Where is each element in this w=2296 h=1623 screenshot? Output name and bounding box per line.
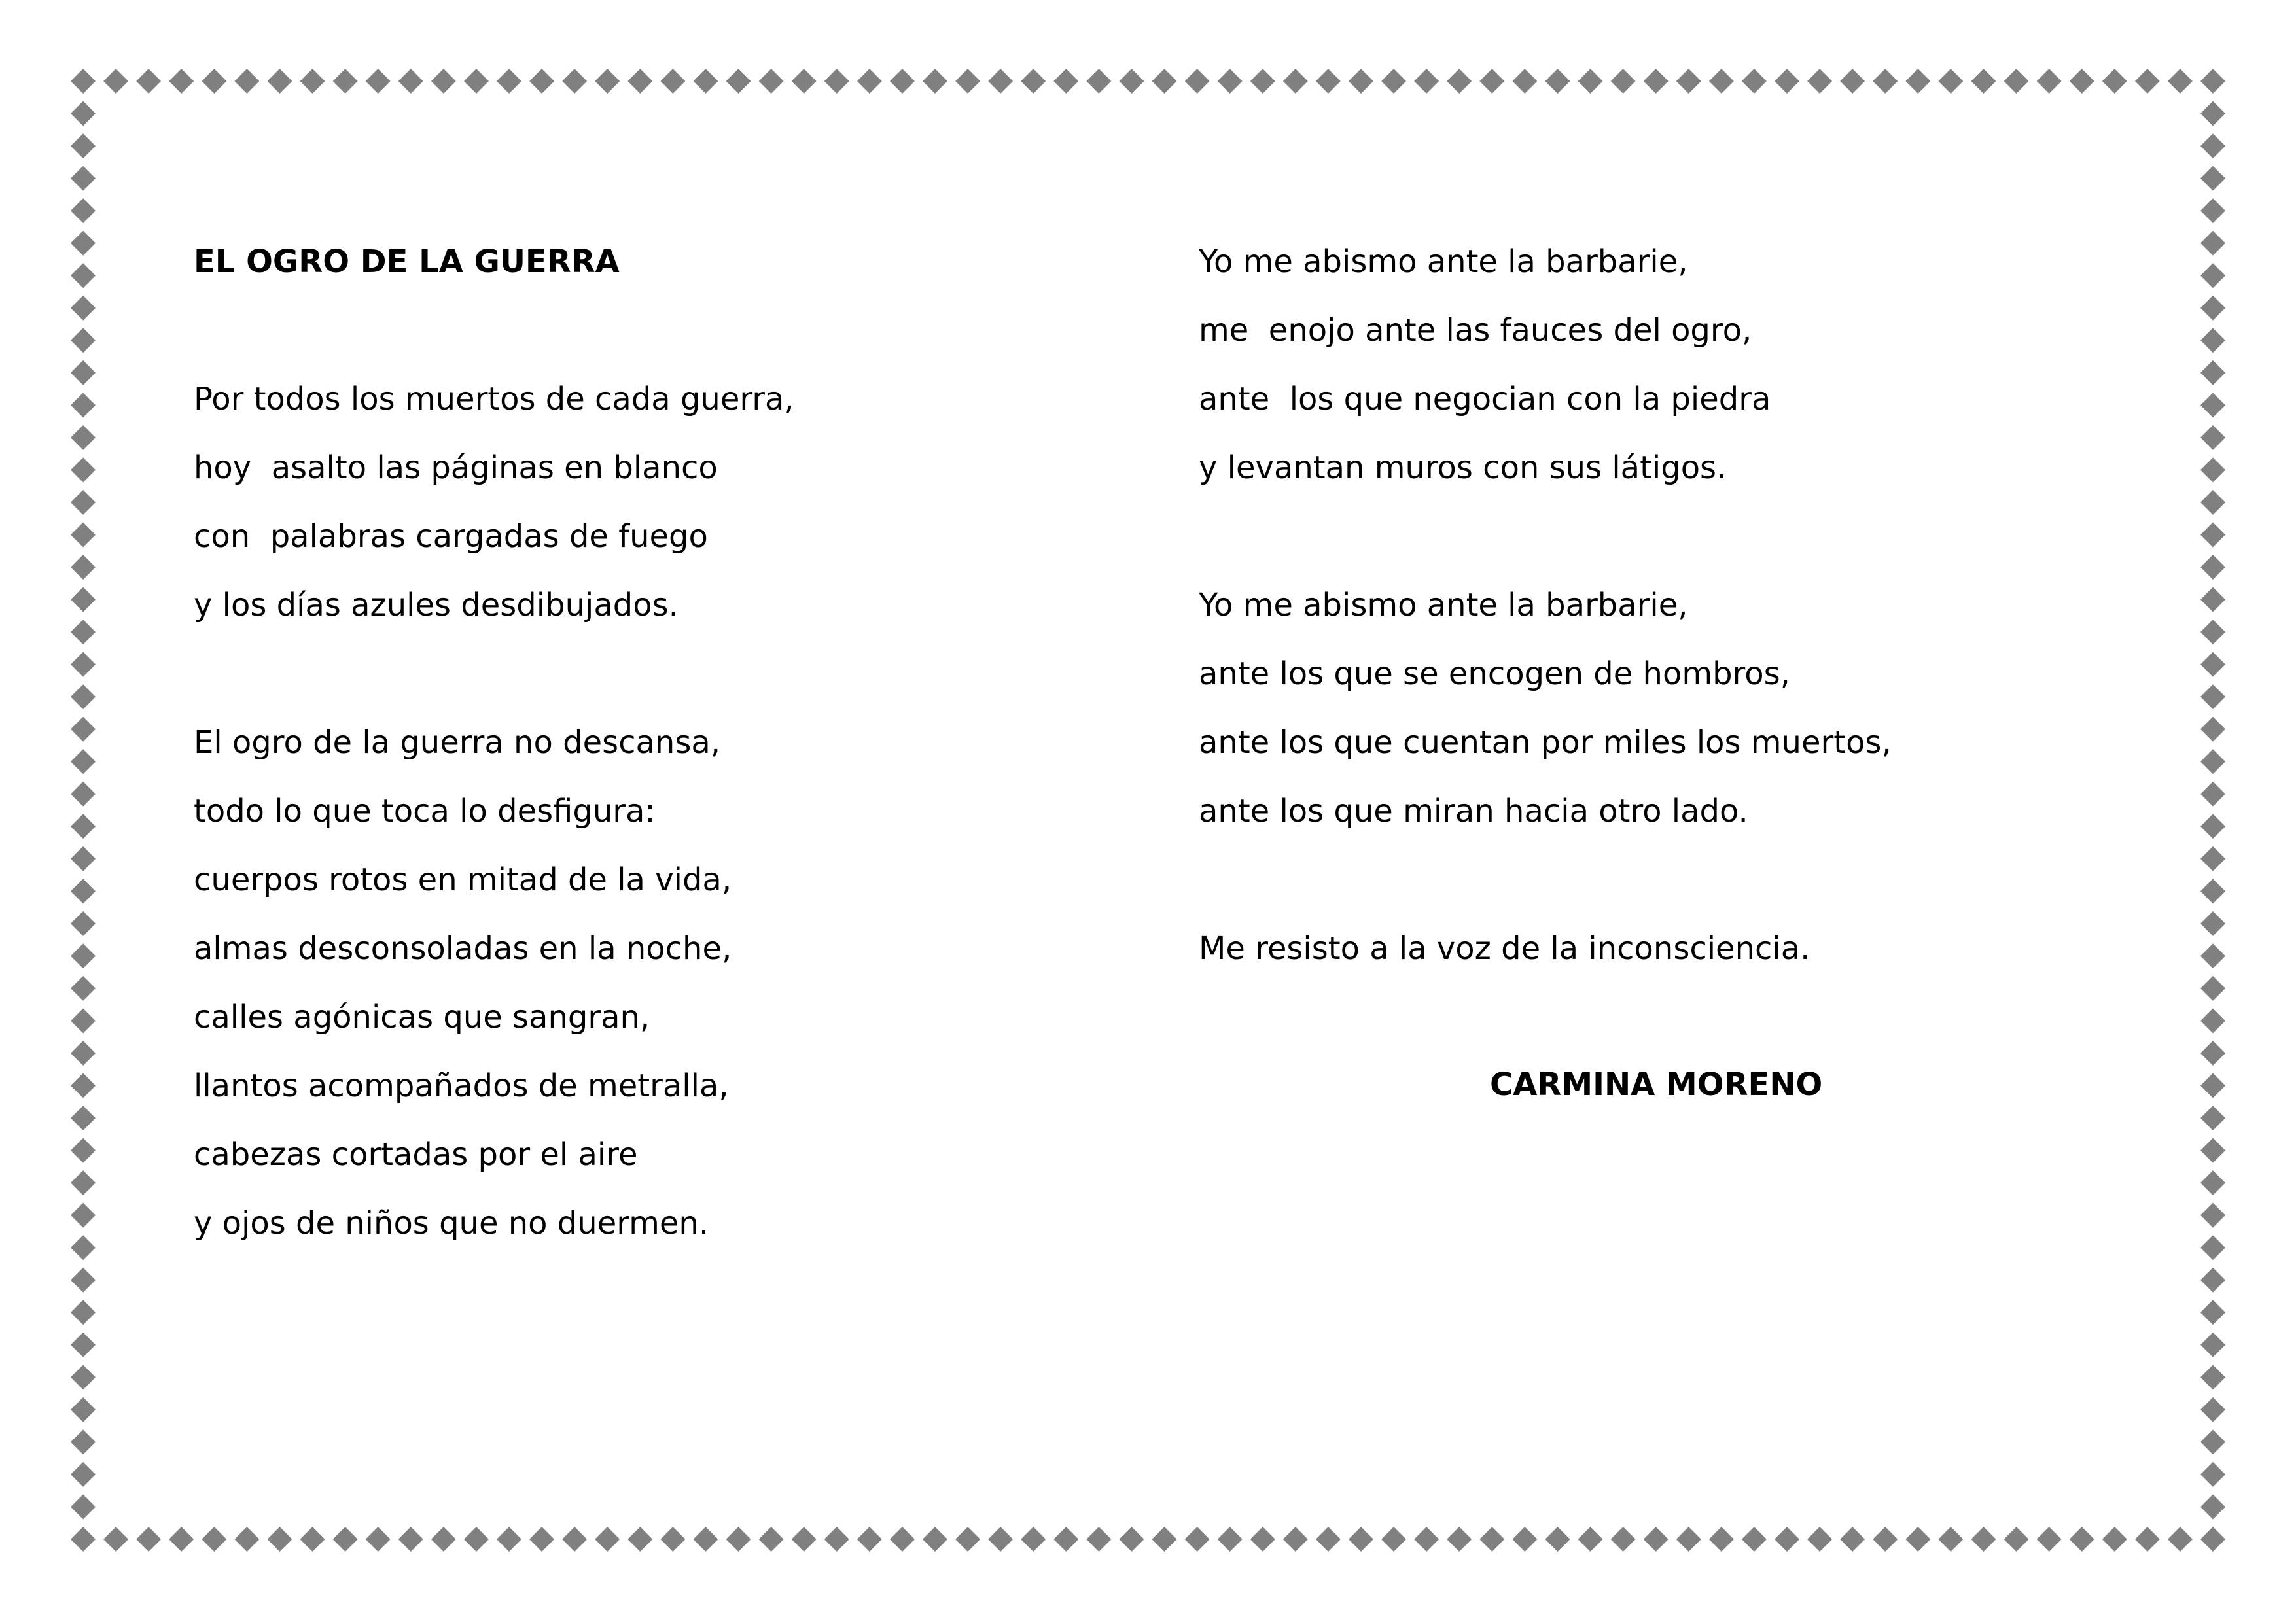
diamond-ornament	[71, 879, 96, 903]
diamond-ornament	[1414, 1527, 1439, 1552]
diamond-ornament	[71, 1073, 96, 1098]
diamond-ornament	[1905, 1527, 1930, 1552]
diamond-ornament	[2200, 198, 2225, 223]
diamond-ornament	[2200, 911, 2225, 936]
diamond-ornament	[2200, 166, 2225, 191]
diamond-ornament	[2200, 69, 2225, 94]
diamond-ornament	[2200, 1235, 2225, 1260]
diamond-ornament	[71, 457, 96, 482]
diamond-ornament	[1381, 69, 1406, 94]
diamond-ornament	[1644, 1527, 1669, 1552]
diamond-ornament	[169, 69, 194, 94]
diamond-ornament	[2200, 976, 2225, 1001]
diamond-ornament	[693, 1527, 718, 1552]
diamond-ornament	[2200, 943, 2225, 968]
poem-title: EL OGRO DE LA GUERRA	[194, 243, 620, 280]
diamond-ornament	[2102, 1527, 2127, 1552]
diamond-ornament	[71, 652, 96, 677]
diamond-ornament	[2200, 457, 2225, 482]
diamond-ornament	[562, 1527, 587, 1552]
diamond-ornament	[2200, 1170, 2225, 1195]
diamond-ornament	[71, 684, 96, 709]
diamond-ornament	[1119, 1527, 1144, 1552]
diamond-ornament	[2200, 879, 2225, 903]
diamond-ornament	[464, 69, 489, 94]
diamond-ornament	[1775, 69, 1799, 94]
diamond-ornament	[1545, 69, 1570, 94]
diamond-ornament	[333, 69, 358, 94]
diamond-ornament	[71, 490, 96, 515]
diamond-ornament	[1250, 1527, 1275, 1552]
diamond-ornament	[497, 69, 521, 94]
diamond-ornament	[1742, 69, 1767, 94]
diamond-ornament	[2004, 1527, 2029, 1552]
diamond-ornament	[2200, 101, 2225, 126]
diamond-ornament	[71, 749, 96, 774]
diamond-ornament	[71, 522, 96, 547]
diamond-ornament	[2168, 1527, 2193, 1552]
diamond-ornament	[1316, 69, 1341, 94]
author-name: CARMINA MORENO	[1490, 1066, 1823, 1103]
diamond-ornament	[1283, 69, 1308, 94]
diamond-ornament	[71, 166, 96, 191]
diamond-ornament	[2200, 620, 2225, 644]
diamond-ornament	[1578, 69, 1603, 94]
poem-line: cabezas cortadas por el aire	[194, 1136, 638, 1173]
diamond-ornament	[2200, 814, 2225, 839]
poem-line: ante los que miran hacia otro lado.	[1199, 793, 1748, 829]
diamond-ornament	[2200, 1365, 2225, 1389]
diamond-ornament	[1414, 69, 1439, 94]
diamond-ornament	[1316, 1527, 1341, 1552]
diamond-ornament	[71, 1170, 96, 1195]
diamond-ornament	[660, 69, 685, 94]
diamond-ornament	[627, 1527, 652, 1552]
diamond-ornament	[923, 69, 947, 94]
diamond-ornament	[431, 69, 456, 94]
diamond-ornament	[2200, 782, 2225, 807]
diamond-ornament	[1709, 69, 1734, 94]
poem-line: ante los que se encogen de hombros,	[1199, 655, 1790, 692]
poem-line: y los días azules desdibujados.	[194, 587, 679, 623]
diamond-ornament	[726, 1527, 751, 1552]
diamond-ornament	[2200, 425, 2225, 450]
diamond-ornament	[103, 69, 128, 94]
diamond-ornament	[1185, 69, 1210, 94]
diamond-ornament	[1873, 1527, 1898, 1552]
diamond-ornament	[824, 69, 849, 94]
diamond-ornament	[71, 814, 96, 839]
diamond-ornament	[497, 1527, 521, 1552]
diamond-ornament	[71, 1203, 96, 1228]
diamond-ornament	[1086, 69, 1111, 94]
poem-line: hoy asalto las páginas en blanco	[194, 449, 718, 486]
diamond-ornament	[988, 69, 1013, 94]
poem-line: Me resisto a la voz de la inconsciencia.	[1199, 930, 1810, 967]
diamond-ornament	[1349, 69, 1373, 94]
diamond-ornament	[2200, 1041, 2225, 1066]
diamond-ornament	[366, 69, 391, 94]
diamond-ornament	[660, 1527, 685, 1552]
diamond-ornament	[1938, 1527, 1963, 1552]
diamond-ornament	[2200, 749, 2225, 774]
diamond-ornament	[71, 133, 96, 158]
diamond-ornament	[71, 1300, 96, 1325]
diamond-ornament	[71, 1235, 96, 1260]
diamond-ornament	[1021, 69, 1046, 94]
poem-line: ante los que cuentan por miles los muertos,	[1199, 724, 1892, 761]
diamond-ornament	[71, 587, 96, 612]
diamond-ornament	[1185, 1527, 1210, 1552]
poem-line: y ojos de niños que no duermen.	[194, 1205, 709, 1242]
diamond-ornament	[71, 360, 96, 385]
diamond-ornament	[71, 1494, 96, 1519]
diamond-ornament	[1840, 69, 1865, 94]
diamond-ornament	[71, 1365, 96, 1389]
diamond-ornament	[2200, 1138, 2225, 1163]
diamond-ornament	[1742, 1527, 1767, 1552]
diamond-ornament	[2200, 555, 2225, 580]
diamond-ornament	[1152, 69, 1177, 94]
poem-line: Por todos los muertos de cada guerra,	[194, 381, 794, 417]
diamond-ornament	[1938, 69, 1963, 94]
diamond-ornament	[1644, 69, 1669, 94]
diamond-ornament	[2200, 263, 2225, 288]
diamond-ornament	[1381, 1527, 1406, 1552]
diamond-ornament	[71, 1462, 96, 1487]
diamond-ornament	[1218, 1527, 1243, 1552]
poem-line: Yo me abismo ante la barbarie,	[1199, 243, 1688, 280]
diamond-ornament	[1250, 69, 1275, 94]
poem-line: El ogro de la guerra no descansa,	[194, 724, 721, 761]
diamond-ornament	[1775, 1527, 1799, 1552]
poem-line: me enojo ante las fauces del ogro,	[1199, 312, 1752, 349]
diamond-ornament	[627, 69, 652, 94]
diamond-ornament	[1349, 1527, 1373, 1552]
diamond-ornament	[398, 69, 423, 94]
diamond-ornament	[2200, 1397, 2225, 1422]
diamond-ornament	[71, 101, 96, 126]
diamond-ornament	[71, 1333, 96, 1357]
diamond-ornament	[2200, 1203, 2225, 1228]
diamond-ornament	[1545, 1527, 1570, 1552]
diamond-ornament	[2200, 296, 2225, 321]
diamond-ornament	[2037, 69, 2062, 94]
diamond-ornament	[1578, 1527, 1603, 1552]
diamond-ornament	[71, 782, 96, 807]
diamond-ornament	[759, 1527, 784, 1552]
diamond-ornament	[366, 1527, 391, 1552]
diamond-ornament	[759, 69, 784, 94]
diamond-ornament	[2168, 69, 2193, 94]
diamond-ornament	[595, 69, 620, 94]
diamond-ornament	[71, 1429, 96, 1454]
diamond-ornament	[2200, 1073, 2225, 1098]
diamond-ornament	[1021, 1527, 1046, 1552]
diamond-ornament	[1512, 69, 1537, 94]
diamond-ornament	[71, 1527, 96, 1552]
diamond-ornament	[2200, 717, 2225, 742]
diamond-ornament	[202, 1527, 226, 1552]
diamond-ornament	[71, 846, 96, 871]
diamond-ornament	[2200, 1333, 2225, 1357]
diamond-ornament	[71, 263, 96, 288]
diamond-ornament	[71, 717, 96, 742]
right-column	[1199, 228, 2147, 983]
left-column	[194, 228, 1142, 1258]
diamond-ornament	[1611, 69, 1636, 94]
diamond-ornament	[726, 69, 751, 94]
diamond-ornament	[71, 1268, 96, 1293]
diamond-ornament	[529, 69, 554, 94]
diamond-ornament	[300, 1527, 325, 1552]
diamond-ornament	[1840, 1527, 1865, 1552]
diamond-ornament	[529, 1527, 554, 1552]
diamond-ornament	[71, 198, 96, 223]
diamond-ornament	[2200, 1106, 2225, 1130]
diamond-ornament	[2070, 1527, 2094, 1552]
diamond-ornament	[923, 1527, 947, 1552]
diamond-ornament	[2200, 522, 2225, 547]
diamond-ornament	[71, 1138, 96, 1163]
diamond-ornament	[1512, 1527, 1537, 1552]
diamond-ornament	[2200, 490, 2225, 515]
diamond-ornament	[300, 69, 325, 94]
diamond-ornament	[2135, 1527, 2160, 1552]
poem-line	[1199, 502, 2147, 571]
poem-line	[1199, 846, 2147, 915]
diamond-ornament	[955, 69, 980, 94]
poem-line: Yo me abismo ante la barbarie,	[1199, 587, 1688, 623]
diamond-ornament	[1807, 1527, 1832, 1552]
diamond-ornament	[2200, 133, 2225, 158]
diamond-ornament	[71, 328, 96, 353]
diamond-ornament	[333, 1527, 358, 1552]
diamond-ornament	[857, 1527, 882, 1552]
diamond-ornament	[1119, 69, 1144, 94]
diamond-ornament	[1676, 69, 1701, 94]
diamond-ornament	[2200, 393, 2225, 417]
diamond-ornament	[1709, 1527, 1734, 1552]
diamond-ornament	[2102, 69, 2127, 94]
diamond-ornament	[71, 620, 96, 644]
diamond-ornament	[71, 296, 96, 321]
poem-line	[194, 296, 1142, 365]
diamond-ornament	[2070, 69, 2094, 94]
diamond-ornament	[71, 425, 96, 450]
diamond-ornament	[71, 69, 96, 94]
diamond-ornament	[71, 1041, 96, 1066]
diamond-ornament	[792, 1527, 817, 1552]
diamond-ornament	[2200, 1462, 2225, 1487]
poem-line: todo lo que toca lo desfigura:	[194, 793, 656, 829]
diamond-ornament	[267, 1527, 292, 1552]
diamond-ornament	[1447, 1527, 1472, 1552]
diamond-ornament	[1905, 69, 1930, 94]
diamond-ornament	[2200, 360, 2225, 385]
diamond-ornament	[1283, 1527, 1308, 1552]
diamond-ornament	[2037, 1527, 2062, 1552]
diamond-ornament	[169, 1527, 194, 1552]
diamond-ornament	[1611, 1527, 1636, 1552]
poem-line: calles agónicas que sangran,	[194, 999, 650, 1036]
diamond-ornament	[2135, 69, 2160, 94]
diamond-ornament	[103, 1527, 128, 1552]
diamond-ornament	[202, 69, 226, 94]
diamond-ornament	[2200, 846, 2225, 871]
diamond-ornament	[136, 1527, 161, 1552]
diamond-ornament	[2200, 1527, 2225, 1552]
diamond-ornament	[398, 1527, 423, 1552]
diamond-ornament	[1873, 69, 1898, 94]
diamond-ornament	[2200, 1268, 2225, 1293]
diamond-ornament	[234, 1527, 259, 1552]
poem-line: cuerpos rotos en mitad de la vida,	[194, 862, 732, 898]
diamond-ornament	[71, 911, 96, 936]
diamond-ornament	[2200, 1300, 2225, 1325]
diamond-ornament	[267, 69, 292, 94]
diamond-ornament	[1447, 69, 1472, 94]
diamond-ornament	[824, 1527, 849, 1552]
diamond-ornament	[1053, 69, 1078, 94]
poem-line: ante los que negocian con la piedra	[1199, 381, 1771, 417]
diamond-ornament	[431, 1527, 456, 1552]
diamond-ornament	[955, 1527, 980, 1552]
diamond-ornament	[1086, 1527, 1111, 1552]
diamond-ornament	[71, 1397, 96, 1422]
diamond-ornament	[857, 69, 882, 94]
diamond-ornament	[71, 943, 96, 968]
diamond-ornament	[71, 393, 96, 417]
poem-line: con palabras cargadas de fuego	[194, 518, 708, 555]
diamond-ornament	[71, 1008, 96, 1033]
diamond-ornament	[71, 1106, 96, 1130]
diamond-ornament	[1971, 69, 1996, 94]
diamond-ornament	[71, 555, 96, 580]
diamond-ornament	[1971, 1527, 1996, 1552]
diamond-ornament	[792, 69, 817, 94]
diamond-ornament	[2004, 69, 2029, 94]
diamond-ornament	[595, 1527, 620, 1552]
diamond-ornament	[1479, 1527, 1504, 1552]
diamond-ornament	[234, 69, 259, 94]
diamond-ornament	[71, 231, 96, 256]
poem-line: y levantan muros con sus látigos.	[1199, 449, 1727, 486]
diamond-ornament	[136, 69, 161, 94]
diamond-ornament	[2200, 1429, 2225, 1454]
diamond-ornament	[1479, 69, 1504, 94]
diamond-ornament	[890, 1527, 915, 1552]
diamond-ornament	[2200, 684, 2225, 709]
diamond-ornament	[693, 69, 718, 94]
diamond-ornament	[2200, 1008, 2225, 1033]
poem-line	[194, 640, 1142, 708]
diamond-ornament	[2200, 1494, 2225, 1519]
diamond-ornament	[890, 69, 915, 94]
diamond-ornament	[2200, 652, 2225, 677]
diamond-ornament	[562, 69, 587, 94]
diamond-ornament	[2200, 587, 2225, 612]
diamond-ornament	[2200, 231, 2225, 256]
diamond-ornament	[988, 1527, 1013, 1552]
diamond-ornament	[1218, 69, 1243, 94]
diamond-ornament	[71, 976, 96, 1001]
diamond-ornament	[1676, 1527, 1701, 1552]
diamond-ornament	[2200, 328, 2225, 353]
diamond-ornament	[1152, 1527, 1177, 1552]
diamond-ornament	[1807, 69, 1832, 94]
diamond-ornament	[464, 1527, 489, 1552]
poem-line: llantos acompañados de metralla,	[194, 1068, 729, 1104]
diamond-ornament	[1053, 1527, 1078, 1552]
poem-line: almas desconsoladas en la noche,	[194, 930, 732, 967]
